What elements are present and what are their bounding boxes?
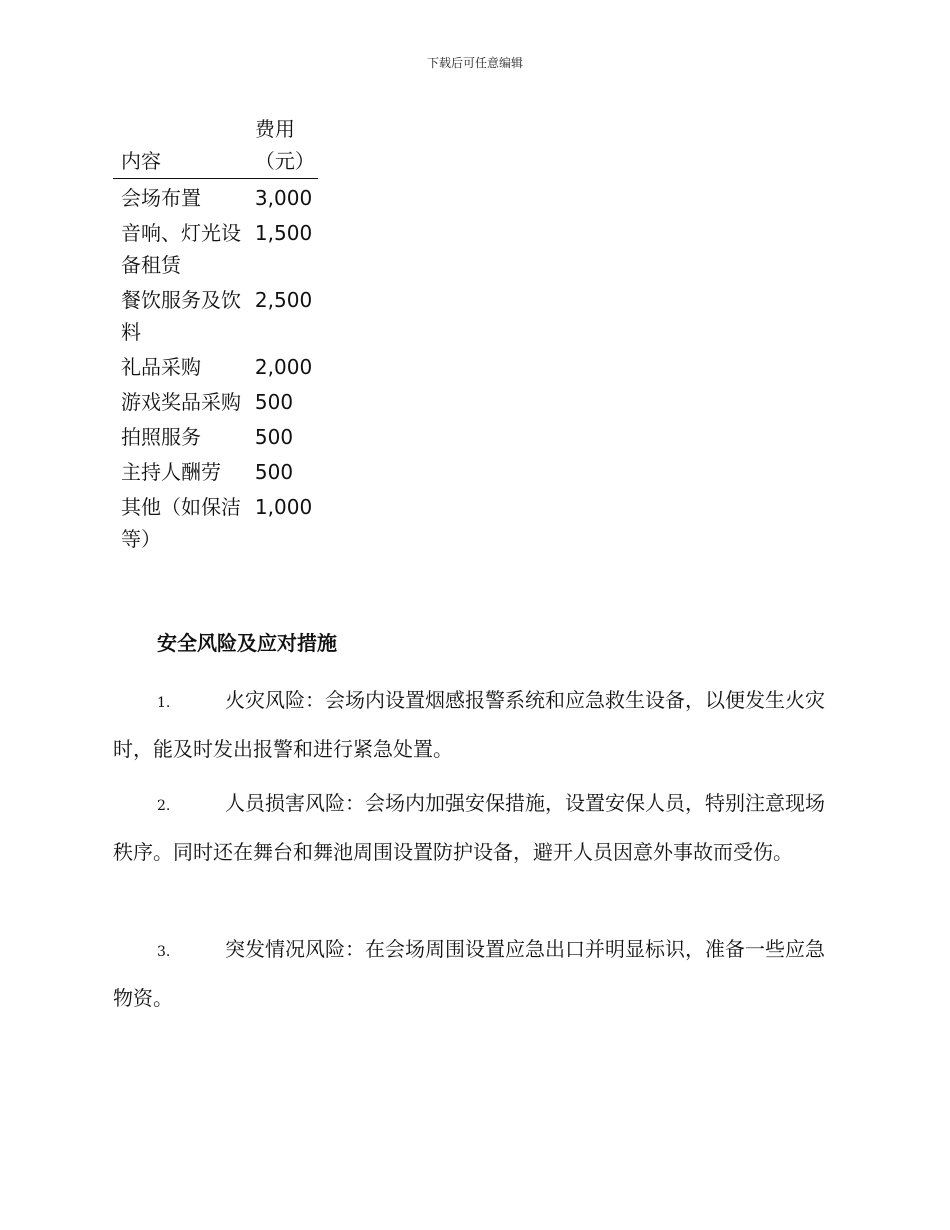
risk-number: 2. — [157, 798, 171, 814]
cell-item: 音响、灯光设备租赁 — [121, 221, 241, 277]
risk-text: 人员损害风险：会场内加强安保措施，设置安保人员，特别注意现场秩序。同时还在舞台和舞池周围设置防护设备，避开人员因意外事故而受伤。 — [113, 791, 825, 864]
cell-item: 礼品采购 — [121, 355, 201, 379]
cell-item: 拍照服务 — [121, 425, 201, 449]
section-heading: 安全风险及应对措施 — [157, 631, 337, 655]
risk-number: 1. — [157, 695, 171, 711]
cell-cost: 500 — [254, 390, 294, 414]
cell-item: 会场布置 — [121, 186, 201, 210]
table-row — [113, 454, 318, 489]
table-row — [113, 282, 318, 349]
risk-text: 火灾风险：会场内设置烟感报警系统和应急救生设备，以便发生火灾时，能及时发出报警和进行紧急处置。 — [113, 688, 825, 761]
table-row — [113, 349, 318, 384]
table-row — [113, 489, 318, 556]
cell-item: 餐饮服务及饮料 — [121, 288, 241, 344]
table-row — [113, 384, 318, 419]
cell-item: 其他（如保洁等） — [121, 495, 241, 551]
table-row — [113, 215, 318, 282]
cell-cost: 1,000 — [254, 495, 313, 519]
cell-cost: 1,500 — [254, 221, 313, 245]
cell-cost: 2,500 — [254, 288, 313, 312]
page-header: 下载后可任意编辑 — [426, 56, 523, 70]
column-header-cost: 费用（元） — [255, 113, 318, 179]
column-header-item: 内容 — [113, 113, 255, 179]
cell-item: 主持人酬劳 — [121, 460, 221, 484]
risk-text: 突发情况风险：在会场周围设置应急出口并明显标识，准备一些应急物资。 — [113, 937, 825, 1010]
cell-cost: 2,000 — [254, 355, 313, 379]
cell-cost: 3,000 — [254, 186, 313, 210]
risk-item-injury — [113, 780, 835, 875]
risk-number: 3. — [157, 944, 171, 960]
cell-cost: 500 — [254, 460, 294, 484]
risk-item-emergency — [113, 926, 835, 1021]
table-row — [113, 179, 318, 216]
cell-cost: 500 — [254, 425, 294, 449]
cell-item: 游戏奖品采购 — [121, 390, 241, 414]
table-header-row — [113, 113, 318, 179]
table-row — [113, 419, 318, 454]
budget-table — [113, 113, 318, 556]
risk-item-fire — [113, 677, 835, 772]
